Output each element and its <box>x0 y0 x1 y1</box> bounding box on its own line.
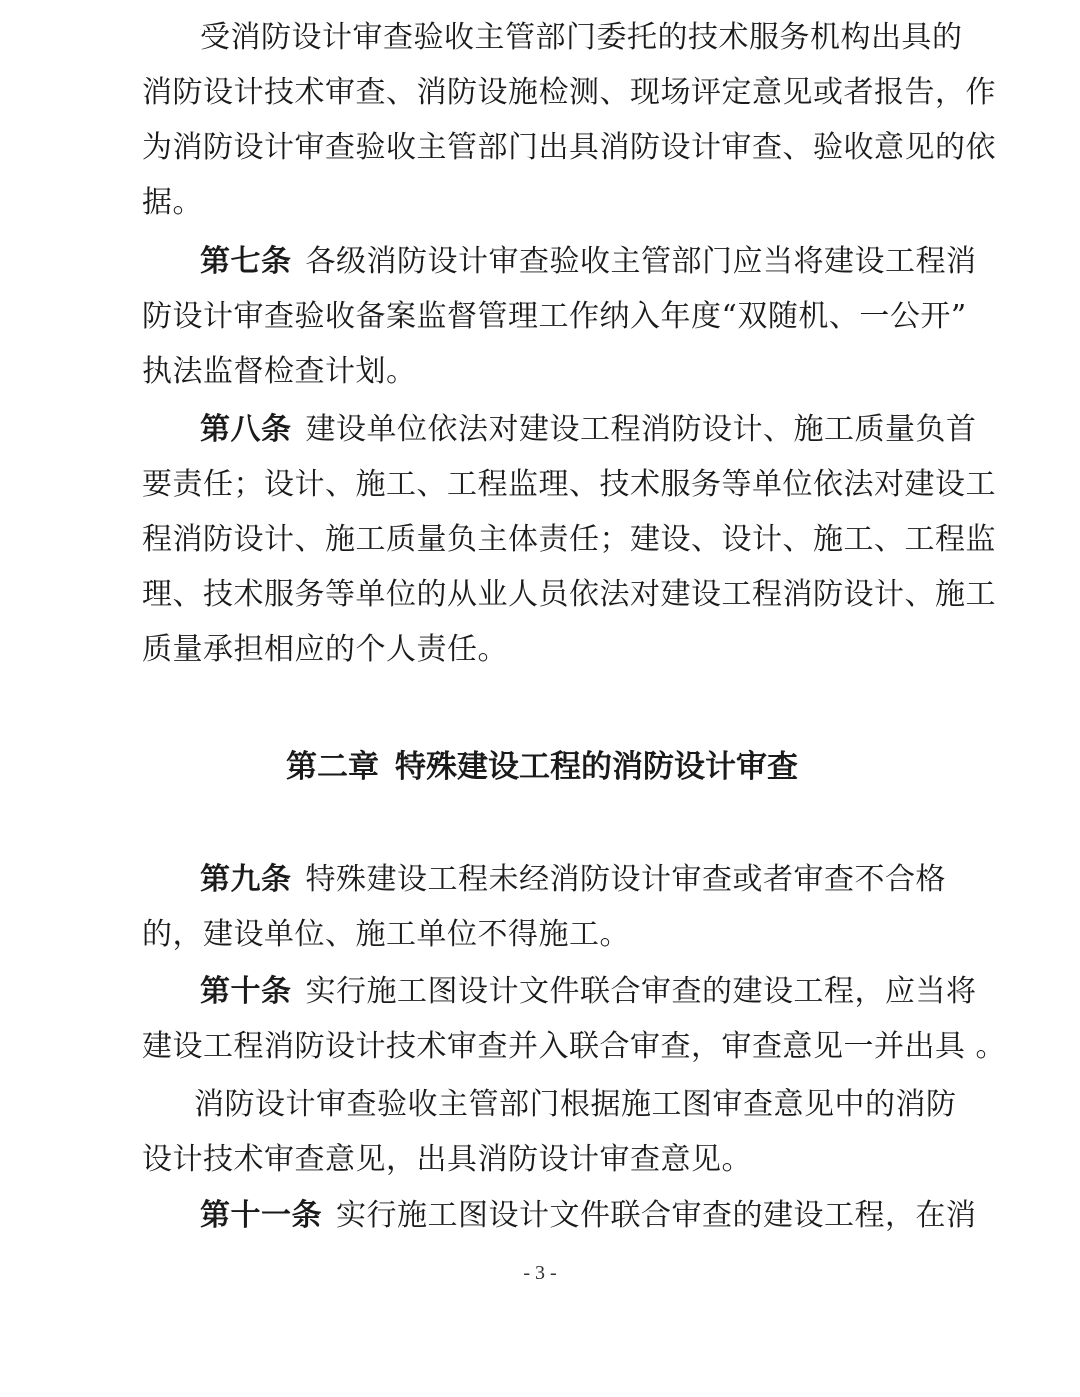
article-text: 特殊建设工程未经消防设计审查或者审查不合格 <box>305 862 946 897</box>
text-line <box>200 860 946 900</box>
text-line: 消防设计审查验收主管部门根据施工图审查意见中的消防 <box>194 1087 957 1122</box>
article-label: 第十一条 <box>200 1198 322 1233</box>
text-line: 理、技术服务等单位的从业人员依法对建设工程消防设计、施工 <box>142 577 996 612</box>
text-line: 设计技术审查意见，出具消防设计审查意见。 <box>142 1142 752 1177</box>
text-line <box>200 242 977 282</box>
article-text: 各级消防设计审查验收主管部门应当将建设工程消 <box>305 244 977 279</box>
text-line: 消防设计技术审查、消防设施检测、现场评定意见或者报告，作 <box>142 75 996 110</box>
text-line: 受消防设计审查验收主管部门委托的技术服务机构出具的 <box>200 20 963 55</box>
article-label: 第八条 <box>200 412 292 447</box>
article-text: 实行施工图设计文件联合审查的建设工程，应当将 <box>305 974 977 1009</box>
article-text: 建设单位依法对建设工程消防设计、施工质量负首 <box>305 412 977 447</box>
text-line <box>200 1196 977 1236</box>
text-line: 要责任；设计、施工、工程监理、技术服务等单位依法对建设工 <box>142 467 996 502</box>
chapter-number: 第二章 <box>286 749 379 785</box>
text-line: 的，建设单位、施工单位不得施工。 <box>142 917 630 952</box>
text-line: 为消防设计审查验收主管部门出具消防设计审查、验收意见的依 <box>142 130 996 165</box>
text-line <box>200 972 977 1012</box>
article-label: 第十条 <box>200 974 292 1009</box>
text-line: 建设工程消防设计技术审查并入联合审查，审查意见一并出具 。 <box>142 1029 1007 1064</box>
chapter-title: 特殊建设工程的消防设计审查 <box>395 749 798 785</box>
article-text: 实行施工图设计文件联合审查的建设工程，在消 <box>336 1198 977 1233</box>
article-label: 第七条 <box>200 244 292 279</box>
text-line: 防设计审查验收备案监督管理工作纳入年度“双随机、一公开” <box>142 299 967 334</box>
page-number: - 3 - <box>523 1262 557 1284</box>
text-line <box>200 410 977 450</box>
article-label: 第九条 <box>200 862 292 897</box>
text-line: 质量承担相应的个人责任。 <box>142 632 508 667</box>
chapter-heading <box>142 745 942 789</box>
text-line: 程消防设计、施工质量负主体责任；建设、设计、施工、工程监 <box>142 522 996 557</box>
text-line: 据。 <box>142 185 203 220</box>
text-line: 执法监督检查计划。 <box>142 354 417 389</box>
